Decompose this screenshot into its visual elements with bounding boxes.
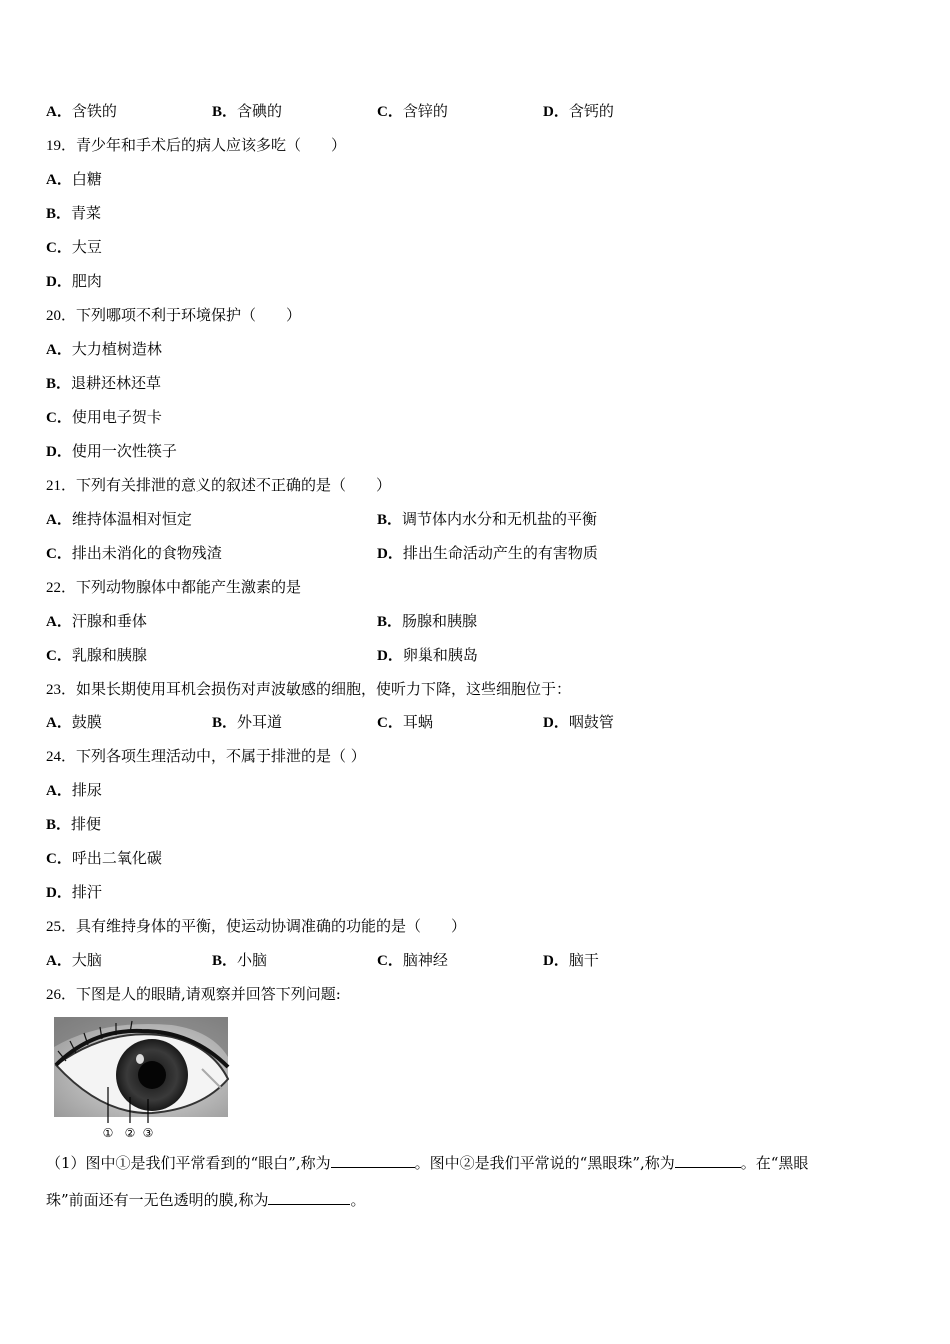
q26-sub1-line1: （1）图中①是我们平常看到的“眼白”,称为 。图中②是我们平常说的“黑眼珠”,称为 。在“黑眼	[46, 1154, 809, 1172]
q23-option-a: A．鼓膜	[46, 713, 102, 731]
q19-option-a: A．白糖	[46, 170, 102, 188]
q20-option-d: D．使用一次性筷子	[46, 442, 177, 460]
q19-option-d: D．肥肉	[46, 272, 102, 290]
q25-option-d: D．脑干	[543, 951, 599, 969]
q19-option-b: B．青菜	[46, 204, 102, 222]
q26-sub1-line2: 珠”前面还有一无色透明的膜,称为 。	[46, 1191, 366, 1209]
blank-cornea[interactable]	[268, 1190, 350, 1205]
eye-diagram	[52, 1017, 230, 1139]
figure-label-2: ②	[124, 1126, 136, 1139]
q18-option-c: C．含锌的	[377, 102, 448, 120]
q19-option-c: C．大豆	[46, 238, 102, 256]
q18-option-d: D．含钙的	[543, 102, 614, 120]
q22-option-d: D．卵巢和胰岛	[377, 646, 478, 664]
blank-iris[interactable]	[675, 1153, 741, 1168]
pupil-shape	[138, 1061, 166, 1089]
q25-option-c: C．脑神经	[377, 951, 448, 969]
figure-label-3: ③	[142, 1126, 154, 1139]
q24-option-b: B．排便	[46, 815, 102, 833]
q23-option-b: B．外耳道	[212, 713, 283, 731]
q24-option-c: C．呼出二氧化碳	[46, 849, 162, 867]
q23-option-c: C．耳蜗	[377, 713, 433, 731]
q19-stem: 19．青少年和手术后的病人应该多吃（ ）	[46, 136, 347, 154]
q20-option-a: A．大力植树造林	[46, 340, 162, 358]
q22-option-b: B．肠腺和胰腺	[377, 612, 478, 630]
q23-stem: 23．如果长期使用耳机会损伤对声波敏感的细胞，使听力下降，这些细胞位于：	[46, 680, 572, 698]
q25-option-a: A．大脑	[46, 951, 102, 969]
q25-stem: 25．具有维持身体的平衡，使运动协调准确的功能的是（ ）	[46, 917, 467, 935]
q22-option-c: C．乳腺和胰腺	[46, 646, 147, 664]
q20-stem: 20．下列哪项不利于环境保护（ ）	[46, 306, 302, 324]
q25-option-b: B．小脑	[212, 951, 268, 969]
q21-option-d: D．排出生命活动产生的有害物质	[377, 544, 598, 562]
q18-option-a: A．含铁的	[46, 102, 117, 120]
q20-option-b: B．退耕还林还草	[46, 374, 162, 392]
q24-option-d: D．排汗	[46, 883, 102, 901]
q21-option-a: A．维持体温相对恒定	[46, 510, 192, 528]
q22-stem: 22．下列动物腺体中都能产生激素的是	[46, 578, 302, 596]
q22-option-a: A．汗腺和垂体	[46, 612, 147, 630]
q21-option-b: B．调节体内水分和无机盐的平衡	[377, 510, 598, 528]
q18-option-b: B．含碘的	[212, 102, 283, 120]
figure-label-1: ①	[102, 1126, 114, 1139]
q26-stem: 26．下图是人的眼睛,请观察并回答下列问题:	[46, 985, 341, 1003]
blank-sclera[interactable]	[331, 1153, 415, 1168]
q21-stem: 21．下列有关排泄的意义的叙述不正确的是（ ）	[46, 476, 392, 494]
q24-stem: 24．下列各项生理活动中，不属于排泄的是（ ）	[46, 747, 366, 765]
q21-option-c: C．排出未消化的食物残渣	[46, 544, 222, 562]
q20-option-c: C．使用电子贺卡	[46, 408, 162, 426]
q24-option-a: A．排尿	[46, 781, 102, 799]
q23-option-d: D．咽鼓管	[543, 713, 614, 731]
